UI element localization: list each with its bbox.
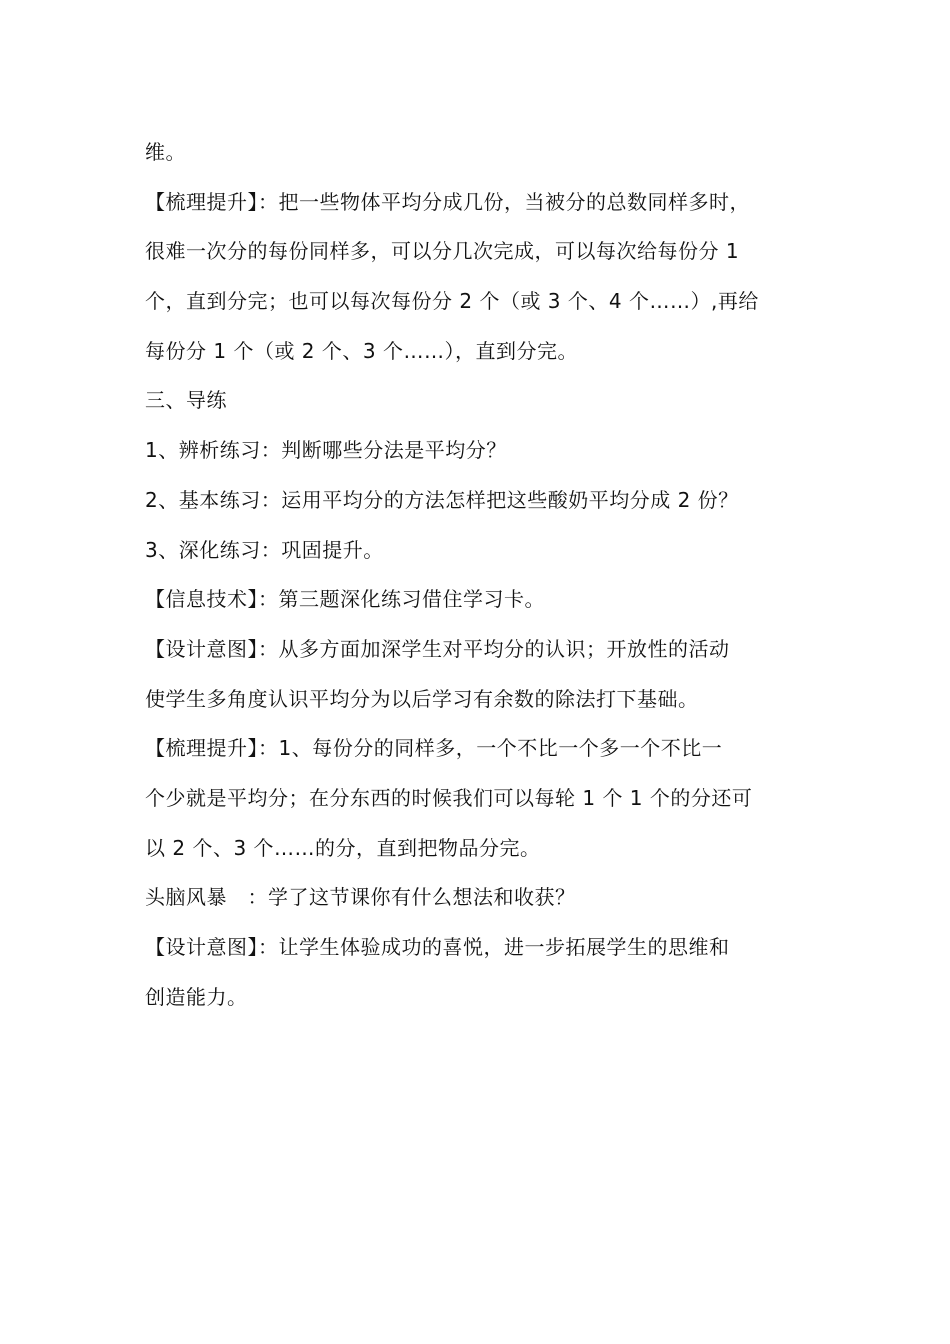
text-line: 头脑风暴 ：学了这节课你有什么想法和收获？ <box>145 885 576 910</box>
text-line: 1、辨析练习：判断哪些分法是平均分？ <box>145 438 507 463</box>
text-line: 个，直到分完；也可以每次每份分 2 个（或 3 个、4 个……）,再给 <box>145 289 759 314</box>
text-line: 很难一次分的每份同样多，可以分几次完成，可以每次给每份分 1 <box>145 239 740 264</box>
section-heading: 三、导练 <box>145 388 227 413</box>
text-line: 2、基本练习：运用平均分的方法怎样把这些酸奶平均分成 2 份？ <box>145 487 739 512</box>
text-line: 【梳理提升】：1、每份分的同样多，一个不比一个多一个不比一 <box>145 736 723 761</box>
text-line: 使学生多角度认识平均分为以后学习有余数的除法打下基础。 <box>145 686 699 711</box>
text-line: 每份分 1 个（或 2 个、3 个……），直到分完。 <box>145 338 578 363</box>
document-body <box>145 128 825 1022</box>
text-line: 3、深化练习：巩固提升。 <box>145 537 384 562</box>
text-line: 【梳理提升】：把一些物体平均分成几份，当被分的总数同样多时， <box>145 189 750 214</box>
text-line: 创造能力。 <box>145 984 248 1009</box>
text-line: 以 2 个、3 个……的分，直到把物品分完。 <box>145 835 541 860</box>
text-line: 【信息技术】：第三题深化练习借住学习卡。 <box>145 587 545 612</box>
text-line: 【设计意图】：从多方面加深学生对平均分的认识；开放性的活动 <box>145 636 730 661</box>
text-line: 【设计意图】：让学生体验成功的喜悦，进一步拓展学生的思维和 <box>145 935 730 959</box>
text-line: 个少就是平均分；在分东西的时候我们可以每轮 1 个 1 个的分还可 <box>145 785 753 810</box>
text-line: 维。 <box>145 140 186 164</box>
